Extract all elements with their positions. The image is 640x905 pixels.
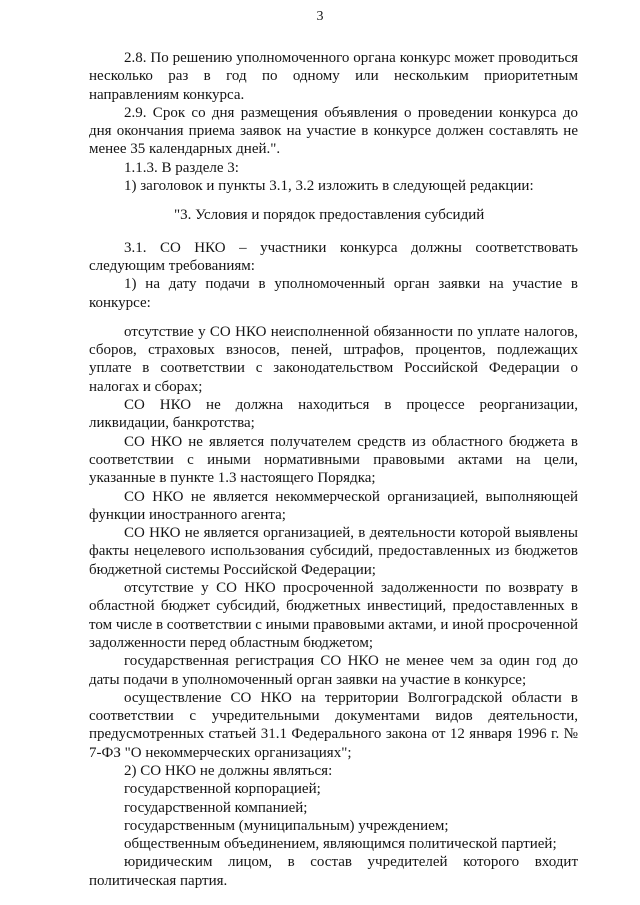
list-item-state-company: государственной компанией; — [124, 799, 308, 816]
paragraph-amendment-intro: 1) заголовок и пункты 3.1, 3.2 изложить в следующей редакции: — [124, 178, 534, 195]
list-item-state-corporation: государственной корпорацией; — [124, 781, 321, 798]
paragraph-registration: государственная регистрация СО НКО не менее чем за один год до даты подачи в уполномоченный орган заявки на участие в конкурсе; — [89, 653, 578, 688]
paragraph-foreign-agent: СО НКО не является некоммерческой организацией, выполняющей функции иностранного агента; — [89, 488, 578, 523]
list-item-political-party: общественным объединением, являющимся политической партией; — [124, 836, 557, 853]
paragraph-requirement-2: 2) СО НКО не должны являться: — [124, 762, 333, 779]
paragraph-1-1-3: 1.1.3. В разделе 3: — [124, 159, 239, 176]
paragraph-2-8: 2.8. По решению уполномоченного органа конкурс может проводиться несколько раз в год по одному или нескольким приоритетным направлениям конкурса. — [89, 50, 578, 103]
paragraph-other-funds: СО НКО не является получателем средств из областного бюджета в соответствии с иными нормативными правовыми актами на цели, указанные в пункте 1.3 настоящего Порядка; — [89, 433, 578, 487]
paragraph-overdue-debt: отсутствие у СО НКО просроченной задолженности по возврату в областной бюджет субсидий, бюджетных инвестиций, предоставленных в том числе в соответствии с иными правовыми актами, и иной просроченной задолженности перед областным бюджетом; — [89, 580, 578, 651]
list-item-party-founded-entity: юридическим лицом, в состав учредителей которого входит политическая партия. — [89, 854, 578, 889]
paragraph-reorganization: СО НКО не должна находиться в процессе реорганизации, ликвидации, банкротства; — [89, 397, 578, 432]
document-body — [89, 49, 578, 890]
paragraph-tax-debt: отсутствие у СО НКО неисполненной обязанности по уплате налогов, сборов, страховых взносов, пеней, штрафов, процентов, подлежащих уплате в соответствии с законодательством Российской Федерации о налогах и сборах; — [89, 323, 578, 395]
paragraph-requirement-1: 1) на дату подачи в уполномоченный орган заявки на участие в конкурсе: — [89, 276, 578, 311]
paragraph-activity: осуществление СО НКО на территории Волгоградской области в соответствии с учредительными документами видов деятельности, предусмотренных статьей 31.1 Федерального закона от 12 января 1996 г. № 7-ФЗ "О некоммерческих организациях"; — [89, 689, 578, 761]
paragraph-2-9: 2.9. Срок со дня размещения объявления о проведении конкурса до дня окончания приема заявок на участие в конкурсе должен составлять не менее 35 календарных дней.". — [89, 104, 578, 158]
paragraph-3-1: 3.1. СО НКО – участники конкурса должны соответствовать следующим требованиям: — [89, 239, 578, 274]
page-number: 3 — [316, 9, 324, 24]
paragraph-misuse: СО НКО не является организацией, в деятельности которой выявлены факты нецелевого использования субсидий, предоставленных из бюджетов бюджетной системы Российской Федерации; — [89, 525, 578, 578]
list-item-state-institution: государственным (муниципальным) учреждением; — [124, 817, 449, 834]
section-heading: "3. Условия и порядок предоставления субсидий — [174, 207, 485, 224]
